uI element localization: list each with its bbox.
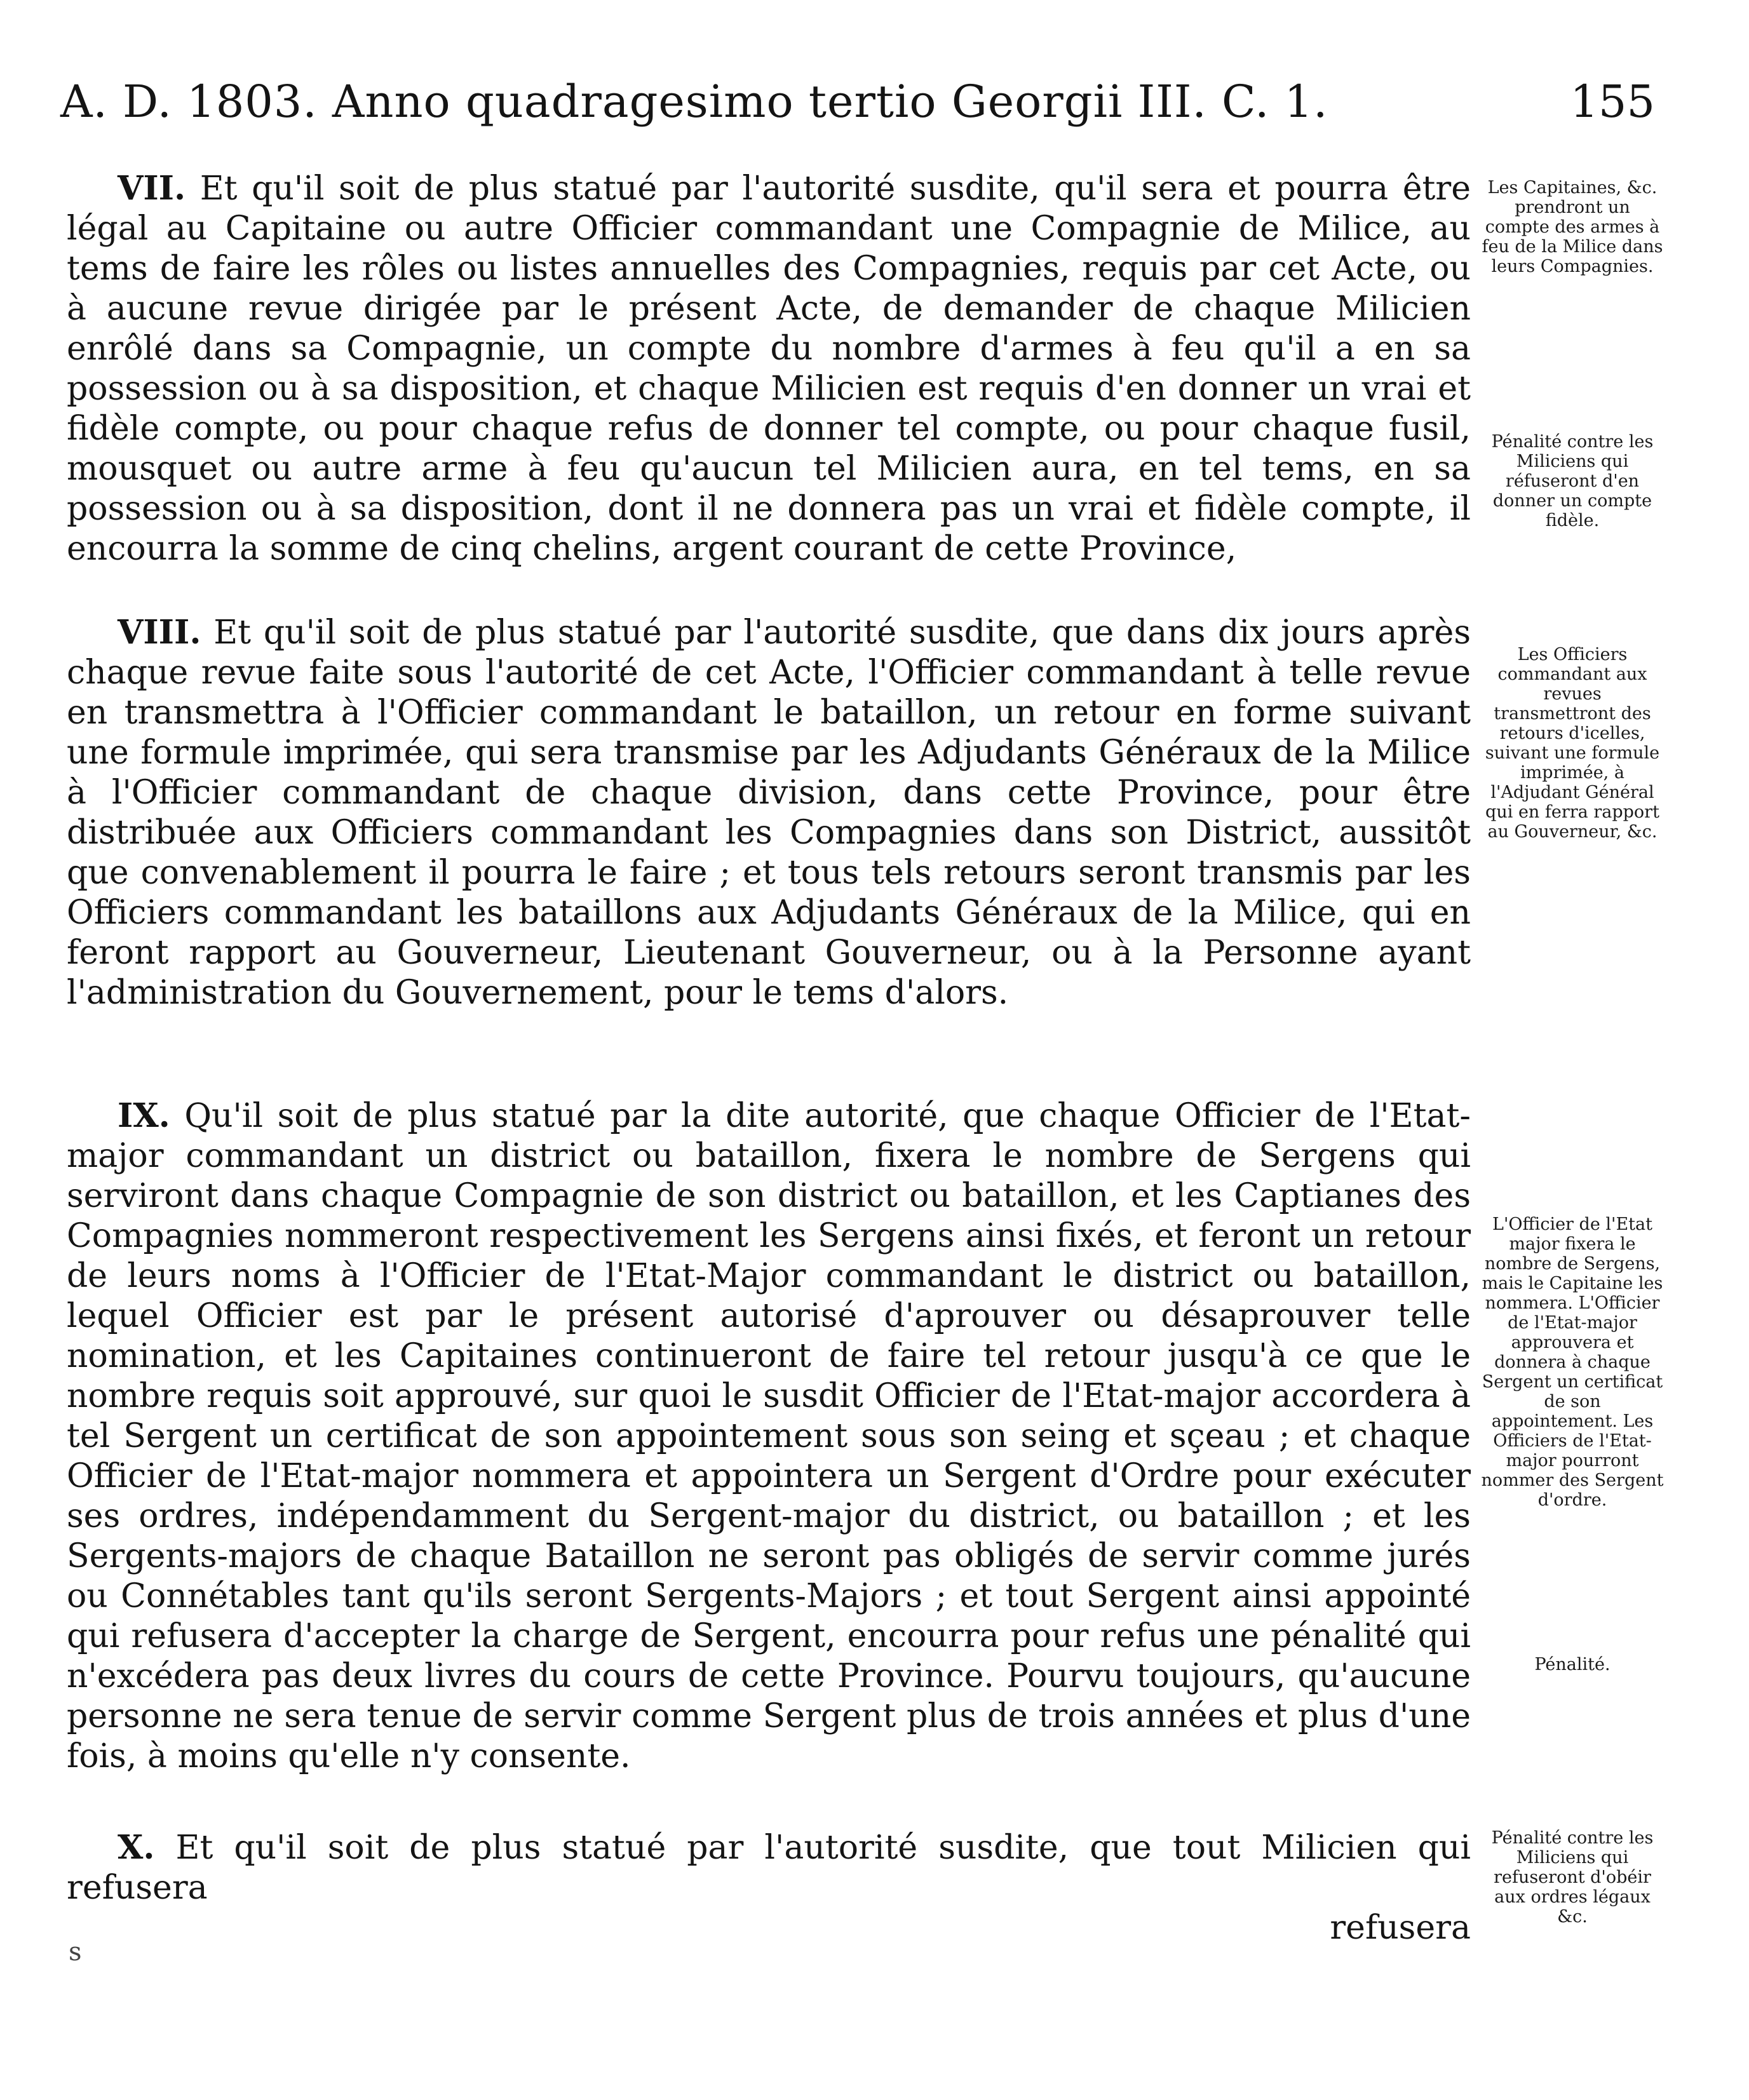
margin-note-sergeants: L'Officier de l'Etat major fixera le nombre de Sergens, mais le Capitaine les nommera. L'Officier de l'Etat-major approuvera et donnera à chaque Sergent un certificat de son appointement. Les Officiers de l'Etat-major pourront nommer des Sergent d'ordre. — [1481, 1215, 1664, 1510]
paragraph-article-x — [67, 1827, 1471, 1908]
page-number: 155 — [1570, 76, 1655, 128]
margin-note-penalty-disobey: Pénalité contre les Miliciens qui refuseront d'obéir aux ordres légaux &c. — [1491, 1828, 1654, 1927]
body-text — [67, 168, 1471, 1948]
article-text: Et qu'il soit de plus statué par l'autorité susdite, que dans dix jours après chaque revue faite sous l'autorité de cet Acte, l'Officier commandant à telle revue en transmettra à l'Officier commandant le bataillon, un retour en forme suivant une formule imprimée, qui sera transmise par les Adjudants Généraux de la Milice à l'Officier commandant de chaque division, dans cette Province, pour être distribuée aux Officiers commandant les Compagnies dans son District, aussitôt que convenablement il pourra le faire ; et tous tels retours seront transmis par les Officiers commandant les bataillons aux Adjudants Généraux de la Milice, qui en feront rapport au Gouverneur, Lieutenant Gouverneur, ou à la Personne ayant l'administration du Gouvernement, pour le tems d'alors. — [67, 614, 1471, 1012]
stray-mark: s — [69, 1937, 82, 1967]
article-number: X. — [118, 1828, 155, 1867]
margin-note-penalty: Pénalité. — [1534, 1655, 1611, 1674]
paragraph-article-ix — [67, 1096, 1471, 1777]
article-number: IX. — [118, 1096, 170, 1135]
page-header — [60, 67, 1655, 137]
margin-note-captains: Les Capitaines, &c. prendront un compte des armes à feu de la Milice dans leurs Compagnies. — [1482, 178, 1663, 276]
catchword: refusera — [1330, 1909, 1471, 1947]
paragraph-article-viii — [67, 612, 1471, 1013]
running-title: A. D. 1803. Anno quadragesimo tertio Georgii III. C. 1. — [60, 76, 1328, 128]
margin-note-penalty-account: Pénalité contre les Miliciens qui réfuseront d'en donner un compte fidèle. — [1491, 432, 1654, 530]
article-number: VII. — [118, 169, 186, 208]
margin-note-returns: Les Officiers commandant aux revues transmettront des retours d'icelles, suivant une formule imprimée, à l'Adjudant Général qui en ferra rapport au Gouverneur, &c. — [1485, 645, 1660, 842]
article-text: Et qu'il soit de plus statué par l'autorité susdite, qu'il sera et pourra être légal au Capitaine ou autre Officier commandant une Compagnie de Milice, au tems de faire les rôles ou listes annuelles des Compagnies, requis par cet Acte, ou à aucune revue dirigée par le présent Acte, de demander de chaque Milicien enrôlé dans sa Compagnie, un compte du nombre d'armes à feu qu'il a en sa possession ou à sa disposition, et chaque Milicien est requis d'en donner un vrai et fidèle compte, ou pour chaque refus de donner tel compte, ou pour chaque fusil, mousquet ou autre arme à feu qu'aucun tel Milicien aura, en tel tems, en sa possession ou à sa disposition, dont il ne donnera pas un vrai et fidèle compte, il encourra la somme de cinq chelins, argent courant de cette Province, — [67, 170, 1471, 568]
article-text: Qu'il soit de plus statué par la dite autorité, que chaque Officier de l'Etat-major commandant un district ou bataillon, fixera le nombre de Sergens qui serviront dans chaque Compagnie de son district ou bataillon, et les Captianes des Compagnies nommeront respectivement les Sergens ainsi fixés, et feront un retour de leurs noms à l'Officier de l'Etat-Major commandant le district ou bataillon, lequel Officier est par le présent autorisé d'aprouver ou désaprouver telle nomination, et les Capitaines continueront de faire tel retour jusqu'à ce que le nombre requis soit approuvé, sur quoi le susdit Officier de l'Etat-major accordera à tel Sergent un certificat de son appointement sous son seing et sçeau ; et chaque Officier de l'Etat-major nommera et appointera un Sergent d'Ordre pour exécuter ses ordres, indépendamment du Sergent-major du district, ou bataillon ; et les Sergents-majors de chaque Bataillon ne seront pas obligés de servir comme jurés ou Connétables tant qu'ils seront Sergents-Majors ; et tout Sergent ainsi appointé qui refusera d'accepter la charge de Sergent, encourra pour refus une pénalité qui n'excédera pas deux livres du cours de cette Province. Pourvu toujours, qu'aucune personne ne sera tenue de servir comme Sergent plus de trois années et plus d'une fois, à moins qu'elle n'y consente. — [67, 1097, 1471, 1775]
article-text: Et qu'il soit de plus statué par l'autorité susdite, que tout Milicien qui refusera — [67, 1829, 1471, 1907]
paragraph-article-vii — [67, 168, 1471, 569]
article-number: VIII. — [118, 613, 201, 652]
